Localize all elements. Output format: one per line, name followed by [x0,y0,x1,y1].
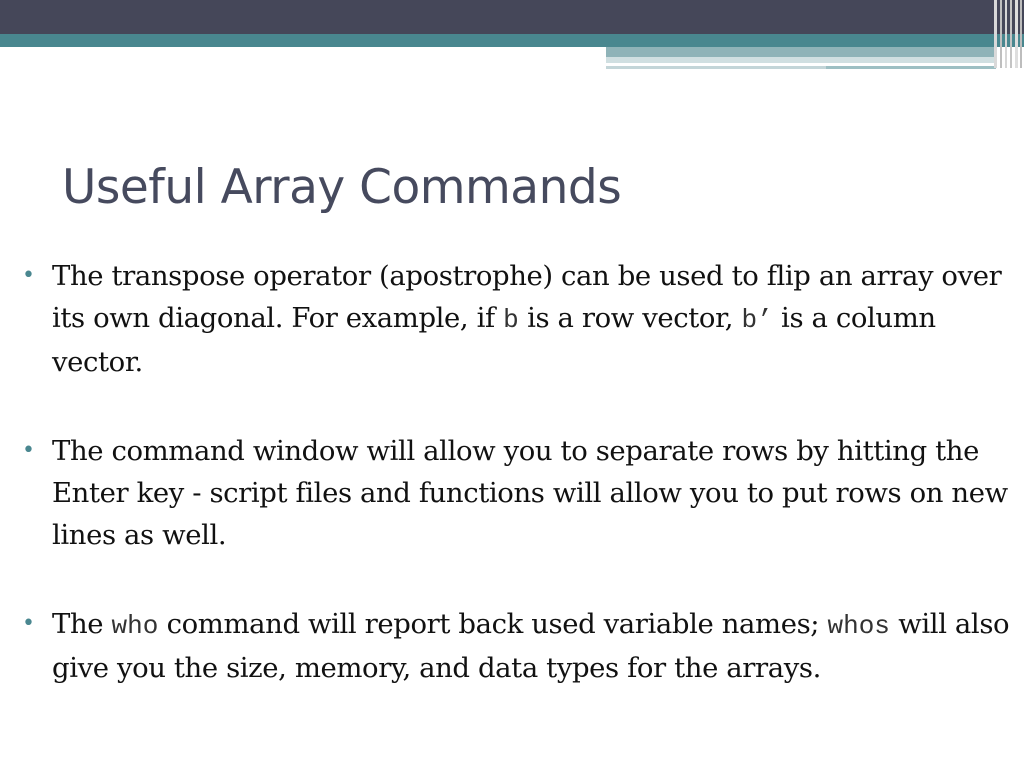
header-rule-left [606,66,826,69]
header-band-teal [0,34,1024,47]
bullet-text: The command window will allow you to separate rows by hitting the Enter key - script files and functions will allow you to put rows on new lines as well. [52,435,1008,551]
header-stripe [1015,0,1018,68]
bullet-item [22,255,1017,383]
header-stripe [1000,0,1002,68]
bullet-list [22,255,1017,736]
bullet-dot-icon: • [22,611,35,636]
code-snippet: b’ [741,305,773,335]
header-band-accent [606,47,996,57]
bullet-text: command will report back used variable names; [158,608,828,640]
header-stripe [1010,0,1012,68]
code-snippet: who [111,611,159,641]
header-band-dark [0,0,1024,34]
header-band-light [606,57,996,63]
header-rule-right [826,66,996,69]
header-stripe [994,0,997,68]
header-stripe [1005,0,1007,68]
bullet-text: The transpose operator (apostrophe) can be used to flip an array over its own diagonal. For example, if [52,260,1002,334]
bullet-item [22,430,1017,556]
code-snippet: b [503,305,519,335]
bullet-dot-icon: • [22,263,35,288]
code-snippet: whos [827,611,890,641]
bullet-text: is a column vector. [52,302,936,378]
header-stripe [1020,0,1022,68]
slide-title: Useful Array Commands [62,160,622,215]
bullet-text: The [52,608,112,640]
bullet-dot-icon: • [22,438,35,463]
bullet-text: is a row vector, [518,302,742,334]
bullet-item [22,603,1017,689]
bullet-text: will also give you the size, memory, and data types for the arrays. [52,608,1010,684]
